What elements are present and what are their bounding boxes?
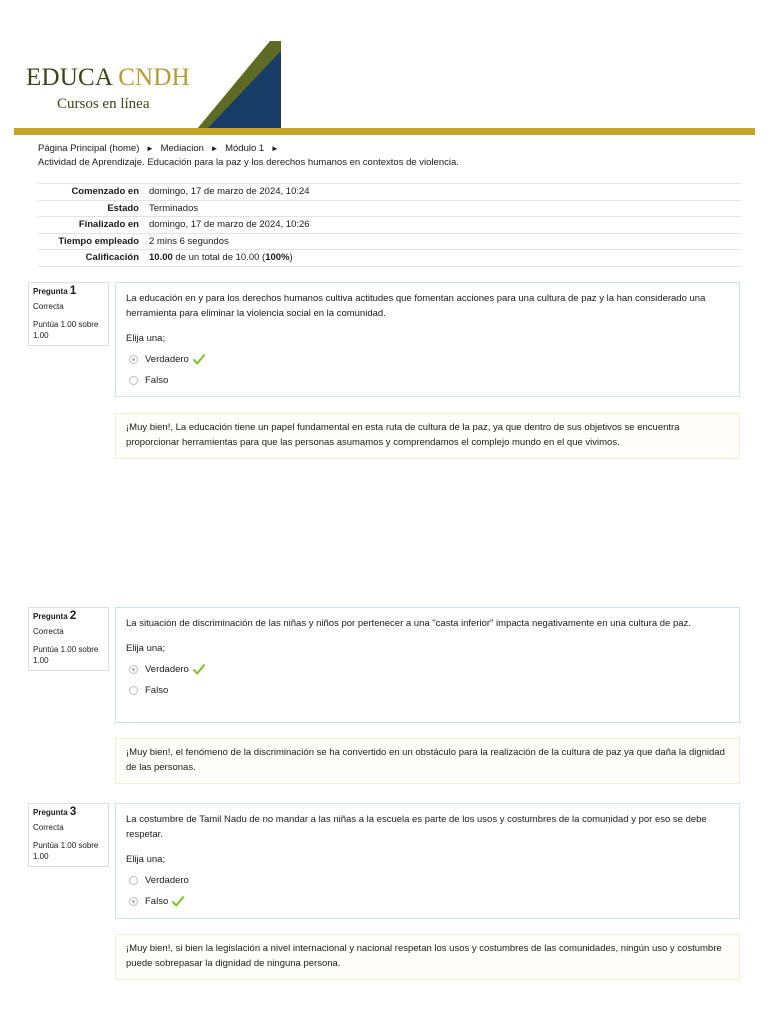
attempt-summary-table <box>38 183 741 267</box>
radio-button-selected[interactable] <box>129 355 138 364</box>
question-info <box>28 803 109 867</box>
question-grade: Puntúa 1.00 sobre 1.00 <box>33 320 99 340</box>
checkmark-icon <box>193 664 205 675</box>
question-text: La situación de discriminación de las niñas y niños por pertenecer a una "casta inferior" impacta negativamente en una cultura de paz. <box>126 618 691 629</box>
question-grade: Puntúa 1.00 sobre 1.00 <box>33 645 99 665</box>
summary-row <box>38 200 741 217</box>
summary-value: Terminados <box>149 200 741 217</box>
grade-value <box>149 250 741 267</box>
logo-emblem-icon <box>197 41 281 129</box>
grade-total: de un total de 10.00 ( <box>172 252 266 264</box>
question-prefix: Pregunta <box>33 287 68 296</box>
summary-label: Comenzado en <box>38 184 149 201</box>
question-feedback: ¡Muy bien!, el fenómeno de la discriminación se ha convertido en un obstáculo para la realización de la cultura de paz ya que daña la dignidad de las personas. <box>115 738 740 784</box>
checkmark-icon <box>193 354 205 365</box>
summary-value: domingo, 17 de marzo de 2024, 10:26 <box>149 217 741 234</box>
question-number <box>33 807 104 818</box>
question-feedback: ¡Muy bien!, si bien la legislación a nivel internacional y nacional respetan los usos y costumbres de las comunidades, ningún uso y costumbre puede sobrepasar la dignidad de ninguna persona. <box>115 934 740 980</box>
radio-button[interactable] <box>129 876 138 885</box>
question-number <box>33 286 104 297</box>
question-state: Correcta <box>33 627 64 636</box>
answer-option[interactable] <box>126 349 729 370</box>
breadcrumb <box>38 142 738 170</box>
brand-word-educa: EDUCA <box>26 64 112 91</box>
summary-value: 2 mins 6 segundos <box>149 233 741 250</box>
checkmark-icon <box>172 896 184 907</box>
question-content <box>115 803 740 919</box>
question-info <box>28 607 109 671</box>
grade-score: 10.00 <box>149 252 173 264</box>
question-content <box>115 282 740 397</box>
answer-option-label: Falso <box>145 896 169 907</box>
site-header <box>0 0 768 136</box>
breadcrumb-arrow-icon: ► <box>270 144 279 153</box>
grade-label: Calificación <box>38 250 149 267</box>
question-text: La educación en y para los derechos humanos cultiva actitudes que fomentan acciones para una cultura de paz y la han considerado una herramienta para eliminar la violencia social en la comunidad. <box>126 293 706 319</box>
answer-prompt: Elija una; <box>126 643 166 654</box>
brand-word-cndh: CNDH <box>118 64 190 91</box>
answer-option-label: Falso <box>145 375 169 386</box>
summary-row-grade <box>38 250 741 267</box>
radio-button[interactable] <box>129 376 138 385</box>
answer-option-label: Verdadero <box>145 875 189 886</box>
summary-label: Estado <box>38 200 149 217</box>
question-state: Correcta <box>33 302 64 311</box>
answer-option-label: Verdadero <box>145 354 189 365</box>
summary-label: Finalizado en <box>38 217 149 234</box>
question-number <box>33 611 104 622</box>
question-feedback: ¡Muy bien!, La educación tiene un papel fundamental en esta ruta de cultura de la paz, ya que dentro de sus objetivos se encuentra proporcionar herramientas para que las personas asumamos y comprendamos el complejo mundo en el que vivimos. <box>115 413 740 459</box>
breadcrumb-course-link[interactable]: Mediacion <box>160 143 204 154</box>
answer-option[interactable] <box>126 680 729 701</box>
answer-option[interactable] <box>126 370 729 391</box>
question-grade: Puntúa 1.00 sobre 1.00 <box>33 841 99 861</box>
answer-option[interactable] <box>126 891 729 912</box>
site-logo-text[interactable] <box>26 64 190 92</box>
answer-option-label: Verdadero <box>145 664 189 675</box>
question-info <box>28 282 109 346</box>
breadcrumb-arrow-icon: ► <box>210 144 219 153</box>
header-divider <box>14 128 755 135</box>
summary-label: Tiempo empleado <box>38 233 149 250</box>
question-prefix: Pregunta <box>33 612 68 621</box>
breadcrumb-arrow-icon: ► <box>146 144 154 153</box>
radio-button-selected[interactable] <box>129 897 138 906</box>
summary-row <box>38 184 741 201</box>
question-number-value: 2 <box>69 610 77 622</box>
question-number-value: 3 <box>69 806 77 818</box>
question-state: Correcta <box>33 823 64 832</box>
summary-row <box>38 217 741 234</box>
answer-prompt: Elija una; <box>126 333 166 344</box>
question-prefix: Pregunta <box>33 808 68 817</box>
breadcrumb-module-link[interactable]: Módulo 1 <box>225 143 265 154</box>
question-text: La costumbre de Tamil Nadu de no mandar a las niñas a la escuela es parte de los usos y costumbres de la comunidad y por eso se debe respetar. <box>126 814 707 840</box>
radio-button-selected[interactable] <box>129 665 138 674</box>
grade-close: ) <box>289 252 293 264</box>
breadcrumb-activity-link[interactable]: Actividad de Aprendizaje. Educación para la paz y los derechos humanos en contextos de violencia. <box>38 157 459 168</box>
question-content <box>115 607 740 723</box>
radio-button[interactable] <box>129 686 138 695</box>
answer-prompt: Elija una; <box>126 854 166 865</box>
brand-subtitle: Cursos en línea <box>57 96 150 112</box>
question-number-value: 1 <box>69 285 77 297</box>
answer-option-label: Falso <box>145 685 169 696</box>
summary-row <box>38 233 741 250</box>
answer-option[interactable] <box>126 870 729 891</box>
breadcrumb-home-link[interactable]: Página Principal (home) <box>38 143 140 154</box>
grade-percent: 100% <box>265 252 290 264</box>
summary-value: domingo, 17 de marzo de 2024, 10:24 <box>149 184 741 201</box>
answer-option[interactable] <box>126 659 729 680</box>
